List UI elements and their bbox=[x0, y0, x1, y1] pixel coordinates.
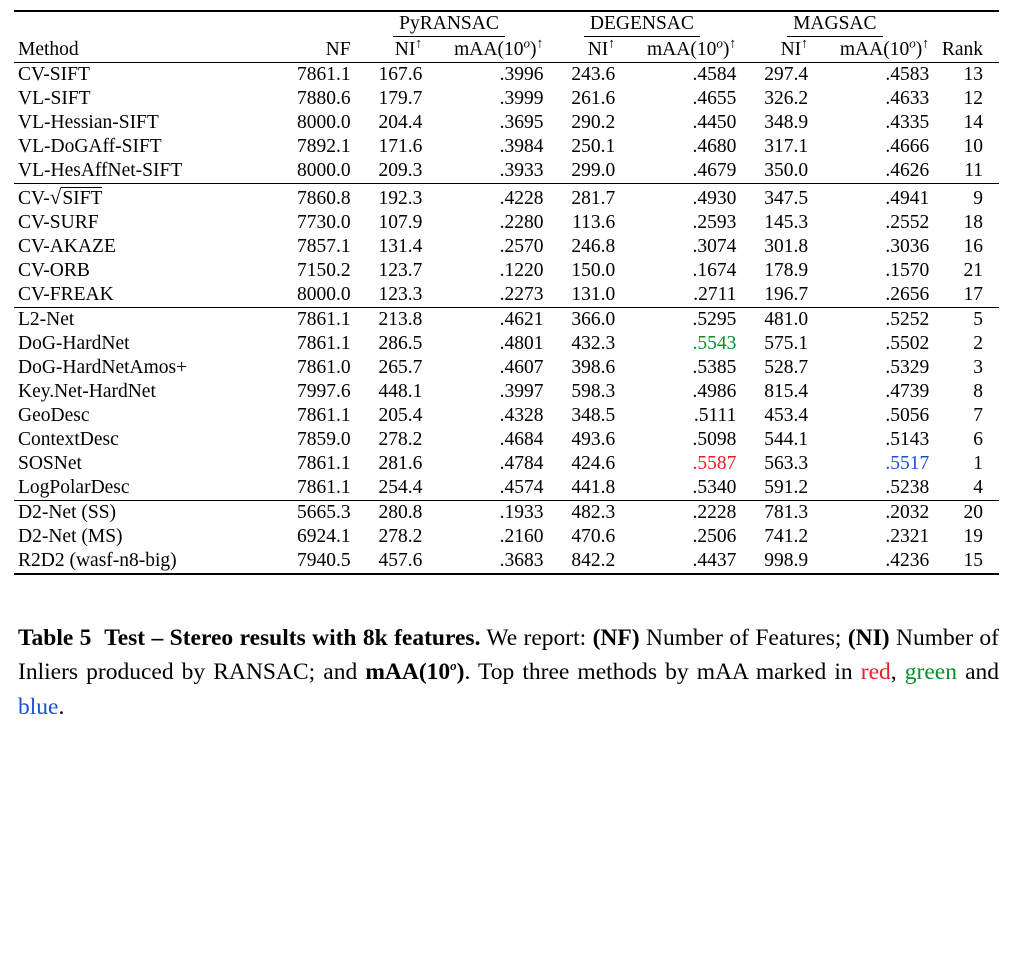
cell-ni-pyransac: 448.1 bbox=[378, 381, 423, 403]
cell-nf: 7940.5 bbox=[279, 549, 353, 574]
caption-red-word: red bbox=[860, 659, 891, 686]
cell-maa-magsac: .1570 bbox=[885, 260, 930, 282]
cell-rank: 5 bbox=[931, 308, 999, 333]
cell-ni-degensac: 250.1 bbox=[571, 136, 616, 158]
cell-maa-pyransac: .4784 bbox=[499, 453, 544, 475]
cell-ni-pyransac: 205.4 bbox=[378, 405, 423, 427]
col-header-method: Method bbox=[18, 39, 79, 61]
table-row bbox=[14, 525, 999, 549]
col-header-maa-pyransac: mAA(10$^o$)↑ bbox=[454, 35, 544, 61]
table-row bbox=[14, 356, 999, 380]
cell-rank: 11 bbox=[964, 160, 983, 182]
cell-ni-magsac: 998.9 bbox=[738, 549, 810, 574]
cell-maa-pyransac: .3683 bbox=[424, 549, 545, 574]
cell-maa-degensac: .5295 bbox=[617, 308, 738, 333]
cell-method: ContextDesc bbox=[18, 429, 119, 451]
cell-ni-magsac: 350.0 bbox=[764, 160, 809, 182]
cell-maa-degensac: .5385 bbox=[692, 357, 737, 379]
cell-ni-pyransac: 179.7 bbox=[378, 88, 423, 110]
cell-ni-magsac: 301.8 bbox=[764, 236, 809, 258]
table-row bbox=[14, 428, 999, 452]
cell-maa-pyransac: .2160 bbox=[499, 526, 544, 548]
cell-nf: 7880.6 bbox=[296, 88, 351, 110]
cell-ni-magsac: 591.2 bbox=[764, 477, 809, 499]
cell-ni-degensac: 348.5 bbox=[571, 405, 616, 427]
table-row bbox=[14, 111, 999, 135]
cell-ni-magsac: 528.7 bbox=[764, 357, 809, 379]
cell-nf: 7861.1 bbox=[279, 63, 353, 88]
cell-maa-degensac: .3074 bbox=[692, 236, 737, 258]
up-arrow-icon: ↑ bbox=[922, 36, 930, 52]
cell-maa-pyransac: .3999 bbox=[499, 88, 544, 110]
col-header-nf: NF bbox=[325, 39, 351, 61]
table-row bbox=[14, 308, 999, 333]
table-row bbox=[14, 235, 999, 259]
cell-ni-pyransac: 280.8 bbox=[353, 501, 425, 526]
cell-method: CV-SURF bbox=[18, 212, 99, 234]
caption-text-5: , bbox=[890, 659, 905, 686]
cell-ni-degensac: 482.3 bbox=[545, 501, 617, 526]
cell-method: CV-FREAK bbox=[18, 284, 114, 306]
caption-green-word: green bbox=[904, 659, 957, 686]
cell-method: D2-Net (MS) bbox=[18, 526, 123, 548]
cell-ni-magsac: 178.9 bbox=[764, 260, 809, 282]
cell-maa-pyransac: .4621 bbox=[424, 308, 545, 333]
cell-ni-magsac: 741.2 bbox=[764, 526, 809, 548]
cell-maa-magsac: .4633 bbox=[885, 88, 930, 110]
cell-ni-magsac: 297.4 bbox=[738, 63, 810, 88]
cell-ni-magsac: 347.5 bbox=[738, 184, 810, 212]
cell-ni-degensac: 398.6 bbox=[571, 357, 616, 379]
caption-text-7: . bbox=[58, 693, 65, 720]
cell-method: VL-SIFT bbox=[18, 88, 91, 110]
cell-maa-pyransac: .4684 bbox=[499, 429, 544, 451]
cell-ni-pyransac: 123.7 bbox=[378, 260, 423, 282]
caption-label: Table 5 bbox=[18, 625, 92, 652]
caption-text-6: and bbox=[956, 659, 1000, 686]
group-header-empty-nf bbox=[279, 11, 353, 38]
col-header-maa-magsac: mAA(10$^o$)↑ bbox=[839, 35, 930, 61]
cell-maa-magsac: .2656 bbox=[885, 284, 930, 306]
cell-method: DoG-HardNet bbox=[18, 333, 130, 355]
table-row bbox=[14, 452, 999, 476]
cell-ni-pyransac: 171.6 bbox=[378, 136, 423, 158]
cell-rank: 17 bbox=[963, 284, 983, 306]
cell-ni-pyransac: 167.6 bbox=[353, 63, 425, 88]
col-header-rank: Rank bbox=[941, 39, 983, 61]
cell-method: Key.Net-HardNet bbox=[18, 381, 156, 403]
cell-maa-magsac: .5143 bbox=[885, 429, 930, 451]
cell-nf: 8000.0 bbox=[296, 112, 351, 134]
cell-ni-pyransac: 209.3 bbox=[378, 160, 423, 182]
cell-rank: 19 bbox=[963, 526, 983, 548]
cell-method: VL-Hessian-SIFT bbox=[18, 112, 159, 134]
cell-maa-pyransac: .4607 bbox=[499, 357, 544, 379]
cell-maa-degensac: .5340 bbox=[692, 477, 737, 499]
cell-nf: 7860.8 bbox=[279, 184, 353, 212]
cell-ni-degensac: 424.6 bbox=[571, 453, 616, 475]
results-table bbox=[14, 10, 999, 575]
cell-maa-pyransac: .3695 bbox=[499, 112, 544, 134]
col-header-ni-pyransac: NI↑ bbox=[394, 36, 423, 61]
cell-nf: 7730.0 bbox=[296, 212, 351, 234]
cell-maa-degensac: .2506 bbox=[692, 526, 737, 548]
cell-ni-degensac: 261.6 bbox=[571, 88, 616, 110]
table-row bbox=[14, 332, 999, 356]
cell-ni-degensac: 441.8 bbox=[571, 477, 616, 499]
cell-ni-pyransac: 265.7 bbox=[378, 357, 423, 379]
cell-ni-degensac: 113.6 bbox=[572, 212, 616, 234]
cell-method: L2-Net bbox=[14, 308, 279, 333]
cell-nf: 7859.0 bbox=[296, 429, 351, 451]
cell-maa-degensac: .5543 bbox=[692, 333, 737, 355]
cell-method: VL-DoGAff-SIFT bbox=[18, 136, 162, 158]
cell-rank: 8 bbox=[973, 381, 983, 403]
cell-method: CV-AKAZE bbox=[18, 236, 116, 258]
cell-maa-degensac: .2593 bbox=[692, 212, 737, 234]
cell-method: D2-Net (SS) bbox=[14, 501, 279, 526]
up-arrow-icon: ↑ bbox=[801, 36, 809, 52]
cell-ni-magsac: 196.7 bbox=[764, 284, 809, 306]
cell-ni-degensac: 598.3 bbox=[571, 381, 616, 403]
cell-method: GeoDesc bbox=[18, 405, 90, 427]
cell-nf: 7150.2 bbox=[296, 260, 351, 282]
cell-ni-pyransac: 281.6 bbox=[378, 453, 423, 475]
cell-maa-degensac: .4584 bbox=[617, 63, 738, 88]
cell-method: SOSNet bbox=[18, 453, 82, 475]
cell-ni-degensac: 281.7 bbox=[545, 184, 617, 212]
cell-maa-pyransac: .2273 bbox=[499, 284, 544, 306]
cell-rank: 3 bbox=[973, 357, 983, 379]
cell-nf: 7892.1 bbox=[296, 136, 351, 158]
cell-rank: 14 bbox=[963, 112, 983, 134]
table-row bbox=[14, 283, 999, 308]
cell-ni-magsac: 544.1 bbox=[764, 429, 809, 451]
cell-rank: 18 bbox=[963, 212, 983, 234]
cell-nf: 7997.6 bbox=[296, 381, 351, 403]
cell-ni-degensac: 366.0 bbox=[545, 308, 617, 333]
cell-nf: 7861.1 bbox=[296, 405, 351, 427]
cell-ni-magsac: 781.3 bbox=[738, 501, 810, 526]
caption-title: Test – Stereo results with 8k features. bbox=[104, 625, 481, 652]
table-row bbox=[14, 87, 999, 111]
cell-nf: 6924.1 bbox=[296, 526, 351, 548]
table-row bbox=[14, 184, 999, 212]
cell-nf: 5665.3 bbox=[279, 501, 353, 526]
group-header-row bbox=[14, 11, 999, 38]
cell-maa-degensac: .5111 bbox=[693, 405, 737, 427]
cell-ni-degensac: 246.8 bbox=[571, 236, 616, 258]
cell-ni-pyransac: 123.3 bbox=[378, 284, 423, 306]
cell-ni-magsac: 317.1 bbox=[764, 136, 809, 158]
cell-maa-magsac: .4583 bbox=[810, 63, 931, 88]
cell-maa-magsac: .5502 bbox=[885, 333, 930, 355]
table-row bbox=[14, 63, 999, 88]
cell-ni-degensac: 150.0 bbox=[571, 260, 616, 282]
cell-ni-pyransac: 107.9 bbox=[378, 212, 423, 234]
cell-method: VL-HesAffNet-SIFT bbox=[18, 160, 183, 182]
cell-ni-degensac: 243.6 bbox=[545, 63, 617, 88]
cell-maa-pyransac: .3984 bbox=[499, 136, 544, 158]
group-header-empty-rank bbox=[931, 11, 999, 38]
cell-maa-degensac: .4437 bbox=[617, 549, 738, 574]
cell-maa-magsac: .4626 bbox=[885, 160, 930, 182]
cell-maa-degensac: .5587 bbox=[692, 453, 737, 475]
cell-maa-magsac: .4941 bbox=[810, 184, 931, 212]
cell-rank: 21 bbox=[963, 260, 983, 282]
cell-ni-degensac: 842.2 bbox=[545, 549, 617, 574]
cell-ni-magsac: 453.4 bbox=[764, 405, 809, 427]
cell-maa-magsac: .3036 bbox=[885, 236, 930, 258]
cell-rank: 2 bbox=[973, 333, 983, 355]
cell-ni-magsac: 348.9 bbox=[764, 112, 809, 134]
cell-maa-pyransac: .3997 bbox=[499, 381, 544, 403]
cell-ni-magsac: 326.2 bbox=[764, 88, 809, 110]
cell-rank: 4 bbox=[973, 477, 983, 499]
up-arrow-icon: ↑ bbox=[608, 36, 616, 52]
cell-maa-degensac: .4680 bbox=[692, 136, 737, 158]
cell-maa-magsac: .5517 bbox=[885, 453, 930, 475]
cell-ni-pyransac: 204.4 bbox=[378, 112, 423, 134]
up-arrow-icon: ↑ bbox=[536, 36, 544, 52]
cell-maa-magsac: .2032 bbox=[810, 501, 931, 526]
cell-maa-magsac: .4335 bbox=[885, 112, 930, 134]
cell-ni-pyransac: 192.3 bbox=[353, 184, 425, 212]
cell-rank: 7 bbox=[973, 405, 983, 427]
cell-ni-magsac: 575.1 bbox=[764, 333, 809, 355]
cell-nf: 7861.1 bbox=[296, 453, 351, 475]
table-row bbox=[14, 404, 999, 428]
group-header-pyransac: PyRANSAC bbox=[353, 11, 546, 38]
cell-ni-pyransac: 278.2 bbox=[378, 526, 423, 548]
cell-maa-pyransac: .1933 bbox=[424, 501, 545, 526]
cell-maa-degensac: .4930 bbox=[617, 184, 738, 212]
caption-text-3: Number of Inliers produced by RANSAC; and bbox=[18, 625, 1000, 686]
cell-maa-degensac: .2711 bbox=[693, 284, 737, 306]
cell-ni-pyransac: 213.8 bbox=[353, 308, 425, 333]
cell-maa-magsac: .4236 bbox=[810, 549, 931, 574]
cell-ni-degensac: 470.6 bbox=[571, 526, 616, 548]
cell-maa-magsac: .2321 bbox=[885, 526, 930, 548]
cell-maa-pyransac: .4574 bbox=[499, 477, 544, 499]
cell-ni-magsac: 145.3 bbox=[764, 212, 809, 234]
cell-method: R2D2 (wasf-n8-big) bbox=[14, 549, 279, 574]
cell-maa-magsac: .5056 bbox=[885, 405, 930, 427]
cell-ni-magsac: 481.0 bbox=[738, 308, 810, 333]
cell-ni-degensac: 290.2 bbox=[571, 112, 616, 134]
cell-maa-degensac: .5098 bbox=[692, 429, 737, 451]
cell-ni-degensac: 432.3 bbox=[571, 333, 616, 355]
table-row bbox=[14, 211, 999, 235]
table-row bbox=[14, 159, 999, 184]
cell-nf: 7861.1 bbox=[296, 477, 351, 499]
col-header-ni-degensac: NI↑ bbox=[587, 36, 616, 61]
cell-maa-magsac: .2552 bbox=[885, 212, 930, 234]
cell-method: DoG-HardNetAmos+ bbox=[18, 357, 188, 379]
table-row bbox=[14, 380, 999, 404]
cell-maa-magsac: .5252 bbox=[810, 308, 931, 333]
table-row bbox=[14, 135, 999, 159]
cell-nf: 8000.0 bbox=[296, 160, 351, 182]
column-header-row bbox=[14, 38, 999, 63]
cell-method: CV-ORB bbox=[18, 260, 90, 282]
cell-maa-magsac: .4666 bbox=[885, 136, 930, 158]
group-header-degensac: DEGENSAC bbox=[545, 11, 738, 38]
caption-nf-bold: (NF) bbox=[592, 625, 640, 652]
cell-maa-pyransac: .3996 bbox=[424, 63, 545, 88]
cell-ni-pyransac: 286.5 bbox=[378, 333, 423, 355]
cell-nf: 7857.1 bbox=[296, 236, 351, 258]
caption-ni-bold: (NI) bbox=[847, 625, 890, 652]
cell-maa-pyransac: .4801 bbox=[499, 333, 544, 355]
col-header-ni-magsac: NI↑ bbox=[780, 36, 809, 61]
caption-text-4: . Top three methods by mAA marked in bbox=[464, 659, 861, 686]
cell-maa-magsac: .5329 bbox=[885, 357, 930, 379]
cell-maa-pyransac: .4328 bbox=[499, 405, 544, 427]
cell-method: CV-√SIFT bbox=[14, 184, 279, 212]
caption-maa-bold: mAA(10$^o$) bbox=[365, 658, 465, 686]
cell-method: LogPolarDesc bbox=[18, 477, 130, 499]
cell-maa-pyransac: .2570 bbox=[499, 236, 544, 258]
cell-maa-degensac: .2228 bbox=[617, 501, 738, 526]
cell-rank: 15 bbox=[931, 549, 999, 574]
cell-ni-pyransac: 131.4 bbox=[378, 236, 423, 258]
cell-ni-degensac: 493.6 bbox=[571, 429, 616, 451]
table-caption bbox=[14, 621, 999, 723]
caption-blue-word: blue bbox=[18, 693, 59, 720]
cell-ni-degensac: 299.0 bbox=[571, 160, 616, 182]
cell-ni-magsac: 815.4 bbox=[764, 381, 809, 403]
cell-rank: 16 bbox=[963, 236, 983, 258]
up-arrow-icon: ↑ bbox=[415, 36, 423, 52]
cell-ni-pyransac: 254.4 bbox=[378, 477, 423, 499]
table-row bbox=[14, 259, 999, 283]
cell-rank: 10 bbox=[963, 136, 983, 158]
cell-rank: 20 bbox=[931, 501, 999, 526]
cell-ni-pyransac: 457.6 bbox=[353, 549, 425, 574]
cell-maa-magsac: .4739 bbox=[885, 381, 930, 403]
cell-nf: 7861.1 bbox=[296, 333, 351, 355]
cell-nf: 7861.1 bbox=[279, 308, 353, 333]
cell-maa-degensac: .4986 bbox=[692, 381, 737, 403]
cell-maa-degensac: .4679 bbox=[692, 160, 737, 182]
cell-maa-degensac: .1674 bbox=[692, 260, 737, 282]
cell-nf: 7861.0 bbox=[296, 357, 351, 379]
table-row bbox=[14, 549, 999, 574]
caption-text-1: We report: bbox=[480, 625, 593, 652]
cell-maa-magsac: .5238 bbox=[885, 477, 930, 499]
cell-maa-degensac: .4655 bbox=[692, 88, 737, 110]
cell-nf: 8000.0 bbox=[296, 284, 351, 306]
table-row bbox=[14, 476, 999, 501]
table-row bbox=[14, 501, 999, 526]
cell-rank: 12 bbox=[963, 88, 983, 110]
cell-maa-pyransac: .3933 bbox=[499, 160, 544, 182]
cell-maa-pyransac: .4228 bbox=[424, 184, 545, 212]
group-header-empty bbox=[14, 11, 279, 38]
cell-ni-pyransac: 278.2 bbox=[378, 429, 423, 451]
cell-method: CV-SIFT bbox=[14, 63, 279, 88]
cell-rank: 13 bbox=[931, 63, 999, 88]
cell-maa-degensac: .4450 bbox=[692, 112, 737, 134]
up-arrow-icon: ↑ bbox=[729, 36, 737, 52]
cell-rank: 1 bbox=[973, 453, 983, 475]
cell-maa-pyransac: .2280 bbox=[499, 212, 544, 234]
cell-maa-pyransac: .1220 bbox=[499, 260, 544, 282]
col-header-maa-degensac: mAA(10$^o$)↑ bbox=[647, 35, 737, 61]
group-header-magsac: MAGSAC bbox=[738, 11, 931, 38]
cell-rank: 9 bbox=[931, 184, 999, 212]
cell-ni-degensac: 131.0 bbox=[571, 284, 616, 306]
caption-text-2: Number of Features; bbox=[639, 625, 848, 652]
cell-ni-magsac: 563.3 bbox=[764, 453, 809, 475]
cell-rank: 6 bbox=[973, 429, 983, 451]
